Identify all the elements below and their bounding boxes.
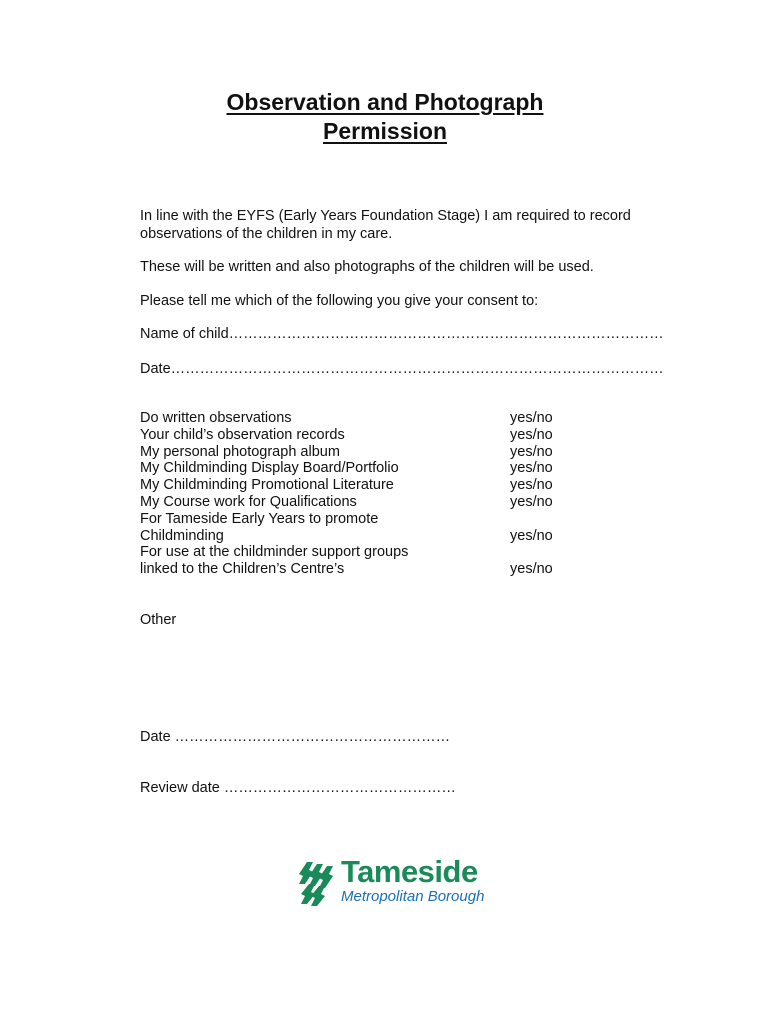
consent-item-label: For Tameside Early Years to promote Childminding xyxy=(140,510,379,544)
consent-item-answer[interactable]: yes/no xyxy=(510,410,553,426)
consent-item-label: Your child’s observation records xyxy=(140,426,345,443)
sign-date-field[interactable]: Date ………………………………………………… xyxy=(140,729,451,745)
consent-item-label: My Course work for Qualifications xyxy=(140,493,357,510)
tameside-logo xyxy=(297,854,527,910)
consent-item-answer[interactable]: yes/no xyxy=(510,493,553,510)
title-line-2: Permission xyxy=(323,118,447,144)
consent-item-answer[interactable]: yes/no xyxy=(510,426,553,443)
consent-item-answer[interactable]: yes/no xyxy=(510,477,553,494)
consent-prompt: Please tell me which of the following you give your consent to: xyxy=(140,293,539,309)
consent-item-label: Do written observations xyxy=(140,410,292,426)
review-date-field[interactable]: Review date ………………………………………… xyxy=(140,780,456,796)
consent-item-answer[interactable]: yes/no xyxy=(510,460,553,477)
logo-name: Tameside xyxy=(341,854,478,889)
title-line-1: Observation and Photograph xyxy=(226,89,544,115)
consent-item-answer[interactable]: yes/no xyxy=(510,527,553,544)
consent-item xyxy=(140,494,570,511)
other-label: Other xyxy=(140,612,177,628)
consent-list xyxy=(140,410,570,578)
document-title xyxy=(0,88,770,146)
consent-item xyxy=(140,477,570,494)
consent-item xyxy=(140,444,570,461)
consent-item xyxy=(140,511,570,545)
consent-item-label: My Childminding Promotional Literature xyxy=(140,477,394,494)
consent-item xyxy=(140,544,570,578)
consent-item-label: My personal photograph album xyxy=(140,443,340,460)
date-field[interactable]: Date………………………………………………………………………………………… xyxy=(140,361,664,377)
name-of-child-field[interactable]: Name of child……………………………………………………………………………… xyxy=(140,326,664,342)
consent-item xyxy=(140,460,570,477)
logo-subtitle: Metropolitan Borough xyxy=(341,888,485,905)
consent-item xyxy=(140,410,570,427)
tameside-stripes-icon xyxy=(297,860,341,906)
consent-item xyxy=(140,427,570,444)
usage-paragraph: These will be written and also photographs of the children will be used. xyxy=(140,259,594,275)
consent-item-label: My Childminding Display Board/Portfolio xyxy=(140,460,399,477)
consent-item-answer[interactable]: yes/no xyxy=(510,561,553,578)
consent-item-label: For use at the childminder support groups linked to the Children’s Centre’s xyxy=(140,544,409,578)
intro-paragraph: In line with the EYFS (Early Years Foundation Stage) I am required to record observations of the children in my care. xyxy=(140,208,631,242)
consent-item-answer[interactable]: yes/no xyxy=(510,443,553,460)
